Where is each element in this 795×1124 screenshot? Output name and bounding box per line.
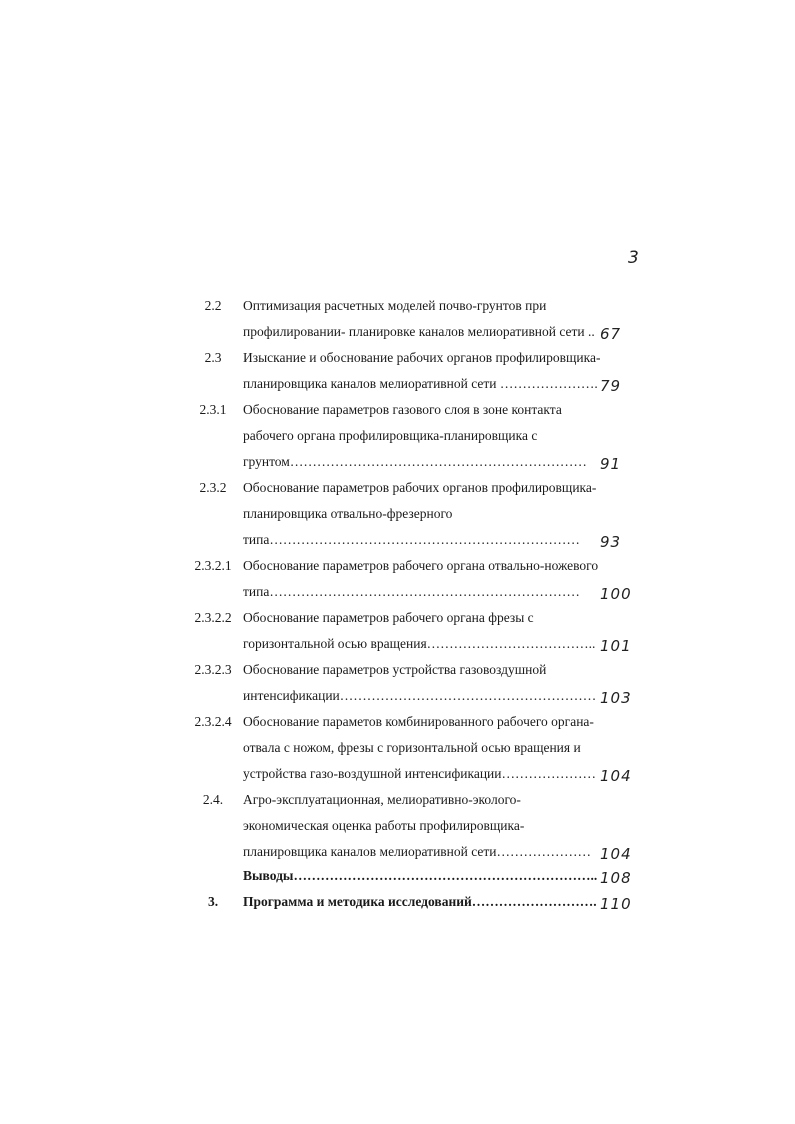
toc-entry-2-3-2-line-1: [0, 478, 795, 504]
section-number: 2.3.2.2: [194, 610, 232, 625]
section-title-cont: типа……………………………………………………………: [243, 584, 580, 599]
page-number: 3: [628, 248, 639, 268]
toc-entry-2-3-2-3-line-2: [0, 686, 795, 712]
section-title-cont: типа……………………………………………………………: [243, 532, 580, 547]
section-title-cont: устройства газо-воздушной интенсификации…………………: [243, 766, 596, 781]
toc-entry-3: [0, 892, 795, 918]
section-number: 2.3.1: [199, 402, 227, 417]
toc-entry-2-3-2-2-line-1: [0, 608, 795, 634]
toc-entry-2-3-line-2: [0, 374, 795, 400]
section-title-cont: профилировании- планировке каналов мелиоративной сети ..: [243, 324, 595, 339]
section-title-cont: планировщика каналов мелиоративной сети…………………: [243, 844, 592, 859]
toc-entry-2-4-line-2: [0, 816, 795, 842]
section-title-cont: планировщика отвально-фрезерного: [243, 506, 453, 521]
toc-entry-2-3-2-line-2: [0, 504, 795, 530]
section-title: Обоснование параметров рабочего органа отвально-ножевого: [243, 558, 599, 573]
toc-entry-2-3-1-line-1: [0, 400, 795, 426]
toc-entry-2-3-line-1: [0, 348, 795, 374]
toc-entry-2-2-line-1: [0, 296, 795, 322]
section-title-cont: отвала с ножом, фрезы с горизонтальной осью вращения и: [243, 740, 581, 755]
toc-entry-2-3-2-1-line-2: [0, 582, 795, 608]
section-title: Программа и методика исследований……………………….: [243, 894, 597, 909]
toc-entry-conclusions: [0, 866, 795, 892]
toc-entry-2-3-1-line-3: [0, 452, 795, 478]
section-title: Обоснование параметров устройства газовоздушной: [243, 662, 547, 677]
handwritten-page-number: 104: [600, 767, 632, 785]
section-number: 2.3.2: [199, 480, 227, 495]
section-title-cont: интенсификации…………………………………………………: [243, 688, 597, 703]
handwritten-page-number: 79: [600, 377, 622, 395]
section-title: Выводы…………………………………………………………..: [243, 868, 598, 883]
handwritten-page-number: 110: [600, 895, 632, 913]
section-title-cont: экономическая оценка работы профилировщика-: [243, 818, 525, 833]
section-title: Обоснование параметров газового слоя в зоне контакта: [243, 402, 562, 417]
toc-entry-2-3-1-line-2: [0, 426, 795, 452]
toc-entry-2-3-2-3-line-1: [0, 660, 795, 686]
section-number: 2.3.2.4: [194, 714, 232, 729]
section-number: 3.: [207, 894, 219, 909]
toc-entry-2-3-2-2-line-2: [0, 634, 795, 660]
toc-entry-2-3-2-4-line-2: [0, 738, 795, 764]
section-number: 2.3.2.3: [194, 662, 232, 677]
toc-entry-2-2-line-2: [0, 322, 795, 348]
toc-entry-2-3-2-line-3: [0, 530, 795, 556]
section-title: Оптимизация расчетных моделей почво-грунтов при: [243, 298, 547, 313]
section-title: Обоснование параметров рабочих органов профилировщика-: [243, 480, 597, 495]
toc-entry-2-3-2-4-line-1: [0, 712, 795, 738]
handwritten-page-number: 104: [600, 845, 632, 863]
section-number: 2.4.: [202, 792, 224, 807]
toc-entry-2-3-2-1-line-1: [0, 556, 795, 582]
section-title: Агро-эксплуатационная, мелиоративно-эколого-: [243, 792, 521, 807]
handwritten-page-number: 108: [600, 869, 632, 887]
toc-entry-2-4-line-1: [0, 790, 795, 816]
handwritten-page-number: 93: [600, 533, 622, 551]
section-title-cont: рабочего органа профилировщика-планировщика с: [243, 428, 538, 443]
handwritten-page-number: 103: [600, 689, 632, 707]
handwritten-page-number: 67: [600, 325, 622, 343]
section-title: Изыскание и обоснование рабочих органов профилировщика-: [243, 350, 601, 365]
toc-entry-2-3-2-4-line-3: [0, 764, 795, 790]
section-title: Обоснование параметров рабочего органа фрезы с: [243, 610, 534, 625]
section-title: Обоснование параметов комбинированного рабочего органа-: [243, 714, 594, 729]
section-title-cont: планировщика каналов мелиоративной сети ………………….: [243, 376, 598, 391]
section-title-cont: грунтом…………………………………………………………: [243, 454, 587, 469]
handwritten-page-number: 91: [600, 455, 622, 473]
toc-entry-2-4-line-3: [0, 842, 795, 868]
section-title-cont: горизонтальной осью вращения………………………………..: [243, 636, 596, 651]
section-number: 2.3.2.1: [194, 558, 232, 573]
section-number: 2.3: [204, 350, 222, 365]
section-number: 2.2: [204, 298, 222, 313]
handwritten-page-number: 100: [600, 585, 632, 603]
handwritten-page-number: 101: [600, 637, 632, 655]
